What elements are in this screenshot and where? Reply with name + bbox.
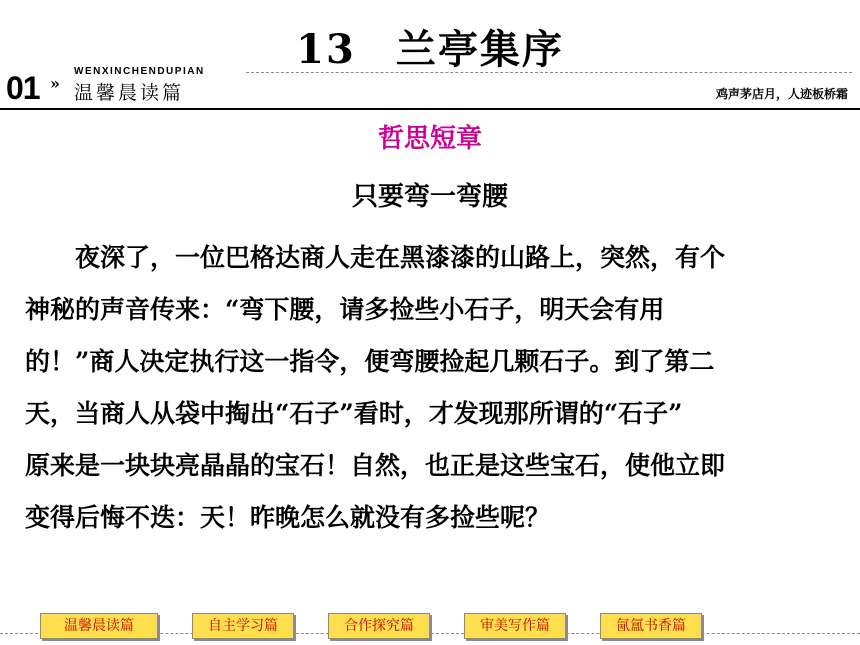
nav-button-morning-reading[interactable]: 温馨晨读篇 — [40, 613, 158, 639]
header-dashed-divider — [246, 72, 852, 73]
section-name: 温馨晨读篇 — [74, 82, 185, 104]
double-chevron-icon: » — [50, 74, 60, 93]
section-subtitle: 哲思短章 — [377, 124, 482, 154]
nav-button-cooperative-inquiry[interactable]: 合作探究篇 — [328, 613, 430, 639]
footer-nav — [40, 613, 702, 641]
section-slogan: 鸡声茅店月，人迹板桥霜 — [715, 87, 848, 101]
header-divider — [0, 108, 860, 110]
article-line: 神秘的声音传来：“弯下腰，请多捡些小石子，明天会有用 — [25, 295, 665, 324]
section-header — [0, 64, 860, 110]
section-number: 01 — [6, 70, 40, 106]
nav-button-self-study[interactable]: 自主学习篇 — [192, 613, 294, 639]
section-pinyin: WENXINCHENDUPIAN — [74, 66, 205, 77]
lesson-number: 13 — [296, 26, 356, 73]
lesson-title: 兰亭集序 — [395, 26, 564, 73]
article-line: 天，当商人从袋中掏出“石子”看时，才发现那所谓的“石子” — [25, 399, 683, 428]
article-heading: 只要弯一弯腰 — [351, 182, 508, 212]
article-line: 的！”商人决定执行这一指令，便弯腰捡起几颗石子。到了第二 — [25, 347, 715, 376]
article-body — [25, 232, 835, 544]
article-line: 变得后悔不迭：天！昨晚怎么就没有多捡些呢？ — [25, 503, 551, 532]
article-line: 夜深了，一位巴格达商人走在黑漆漆的山路上，突然，有个 — [25, 243, 726, 272]
article-line: 原来是一块块亮晶晶的宝石！自然，也正是这些宝石，使他立即 — [25, 451, 726, 480]
nav-button-book-fragrance[interactable]: 氤氲书香篇 — [600, 613, 702, 639]
nav-button-aesthetic-writing[interactable]: 审美写作篇 — [464, 613, 566, 639]
